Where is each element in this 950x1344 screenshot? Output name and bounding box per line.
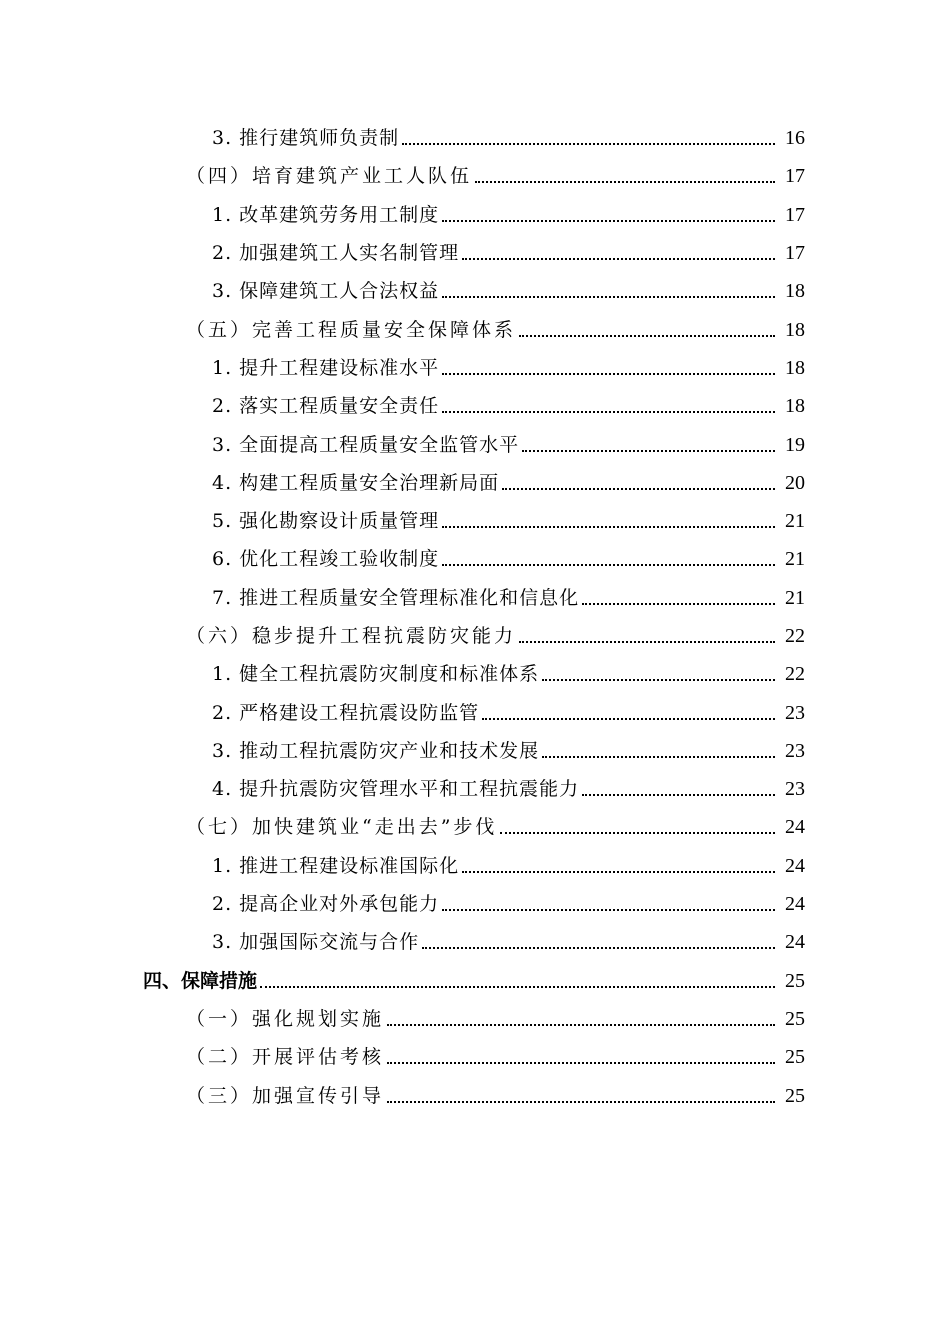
toc-entry-label: 2. 提高企业对外承包能力 (212, 893, 440, 916)
toc-entry-page: 17 (785, 165, 805, 188)
dot-leader (519, 335, 775, 337)
toc-entry-page: 25 (785, 1046, 805, 1069)
toc-entry-page: 25 (785, 1007, 805, 1030)
toc-entry-page: 21 (785, 586, 805, 609)
toc-entry[interactable] (0, 234, 950, 272)
toc-entry-label: 2. 落实工程质量安全责任 (212, 395, 440, 418)
toc-entry[interactable] (0, 847, 950, 885)
dot-leader (387, 1062, 775, 1064)
toc-entry[interactable] (0, 310, 950, 348)
dot-leader (522, 450, 775, 452)
toc-entry-page: 25 (785, 969, 805, 992)
toc-entry-page: 25 (785, 1084, 805, 1107)
dot-leader (475, 181, 775, 183)
toc-entry[interactable] (0, 540, 950, 578)
toc-entry[interactable] (0, 387, 950, 425)
dot-leader (582, 794, 775, 796)
dot-leader (442, 373, 775, 375)
toc-entry[interactable] (0, 617, 950, 655)
toc-entry-page: 21 (785, 510, 805, 533)
toc-entry[interactable] (0, 770, 950, 808)
toc-entry-label: 3. 推动工程抗震防灾产业和技术发展 (212, 739, 540, 762)
toc-entry[interactable] (0, 1000, 950, 1038)
toc-entry-label: 3. 推行建筑师负责制 (212, 127, 400, 150)
dot-leader (387, 1101, 775, 1103)
toc-entry-page: 24 (785, 816, 805, 839)
toc-entry-label: 4. 构建工程质量安全治理新局面 (212, 471, 500, 494)
toc-entry[interactable] (0, 272, 950, 310)
toc-entry[interactable] (0, 693, 950, 731)
dot-leader (442, 526, 775, 528)
toc-entry-label: 四、保障措施 (143, 969, 258, 992)
toc-entry-page: 23 (785, 701, 805, 724)
toc-entry[interactable] (0, 1038, 950, 1076)
dot-leader (442, 564, 775, 566)
toc-entry-page: 19 (785, 433, 805, 456)
dot-leader (422, 947, 775, 949)
toc-entry-page: 17 (785, 242, 805, 265)
dot-leader (442, 220, 775, 222)
toc-entry-label: （七）加快建筑业“走出去”步伐 (186, 816, 498, 839)
toc-entry-page: 24 (785, 854, 805, 877)
toc-entry[interactable] (0, 655, 950, 693)
toc-entry[interactable] (0, 157, 950, 195)
toc-entry[interactable] (0, 732, 950, 770)
toc-entry-label: 2. 严格建设工程抗震设防监管 (212, 701, 480, 724)
dot-leader (462, 258, 775, 260)
toc-entry-page: 17 (785, 203, 805, 226)
toc-entry-page: 22 (785, 663, 805, 686)
dot-leader (442, 411, 775, 413)
toc-entry[interactable] (0, 464, 950, 502)
toc-entry-label: 7. 推进工程质量安全管理标准化和信息化 (212, 586, 580, 609)
toc-entry-label: 3. 加强国际交流与合作 (212, 931, 420, 954)
toc-entry-page: 16 (785, 127, 805, 150)
toc-entry-label: 1. 推进工程建设标准国际化 (212, 854, 460, 877)
dot-leader (502, 488, 775, 490)
toc-entry-label: 1. 提升工程建设标准水平 (212, 356, 440, 379)
toc-entry-page: 18 (785, 395, 805, 418)
dot-leader (462, 871, 775, 873)
toc-entry-label: （一）强化规划实施 (186, 1007, 385, 1030)
toc-entry-label: 3. 保障建筑工人合法权益 (212, 280, 440, 303)
toc-entry-page: 23 (785, 778, 805, 801)
toc-entry-page: 24 (785, 931, 805, 954)
dot-leader (260, 986, 775, 988)
toc-entry[interactable] (0, 579, 950, 617)
toc-entry[interactable] (0, 502, 950, 540)
toc-entry-label: 4. 提升抗震防灾管理水平和工程抗震能力 (212, 778, 580, 801)
toc-entry-page: 21 (785, 548, 805, 571)
toc-entry-label: （四）培育建筑产业工人队伍 (186, 165, 473, 188)
dot-leader (500, 832, 775, 834)
toc-entry-label: 6. 优化工程竣工验收制度 (212, 548, 440, 571)
dot-leader (482, 718, 775, 720)
dot-leader (519, 641, 775, 643)
toc-entry-page: 23 (785, 739, 805, 762)
dot-leader (582, 603, 775, 605)
table-of-contents (0, 119, 950, 1115)
toc-entry-page: 18 (785, 356, 805, 379)
dot-leader (442, 909, 775, 911)
dot-leader (542, 756, 775, 758)
toc-entry[interactable] (0, 119, 950, 157)
toc-entry-page: 20 (785, 471, 805, 494)
toc-entry[interactable] (0, 1076, 950, 1114)
toc-entry-label: 2. 加强建筑工人实名制管理 (212, 242, 460, 265)
toc-entry-label: （三）加强宣传引导 (186, 1084, 385, 1107)
dot-leader (442, 296, 775, 298)
toc-entry-label: 1. 改革建筑劳务用工制度 (212, 203, 440, 226)
toc-entry-page: 22 (785, 625, 805, 647)
toc-entry-page: 18 (785, 280, 805, 303)
toc-entry[interactable] (0, 808, 950, 846)
toc-entry[interactable] (0, 923, 950, 961)
toc-entry[interactable] (0, 962, 950, 1000)
toc-entry-label: （六）稳步提升工程抗震防灾能力 (186, 625, 517, 647)
toc-entry-label: （二）开展评估考核 (186, 1046, 385, 1069)
toc-entry-page: 18 (785, 318, 805, 341)
toc-entry-label: （五）完善工程质量安全保障体系 (186, 318, 517, 341)
toc-entry[interactable] (0, 425, 950, 463)
toc-entry-label: 5. 强化勘察设计质量管理 (212, 510, 440, 533)
toc-entry-label: 1. 健全工程抗震防灾制度和标准体系 (212, 663, 540, 686)
toc-entry[interactable] (0, 349, 950, 387)
dot-leader (387, 1024, 775, 1026)
toc-entry-page: 24 (785, 893, 805, 916)
toc-entry[interactable] (0, 885, 950, 923)
toc-entry-label: 3. 全面提高工程质量安全监管水平 (212, 433, 520, 456)
toc-entry[interactable] (0, 196, 950, 234)
dot-leader (542, 679, 775, 681)
dot-leader (402, 143, 775, 145)
